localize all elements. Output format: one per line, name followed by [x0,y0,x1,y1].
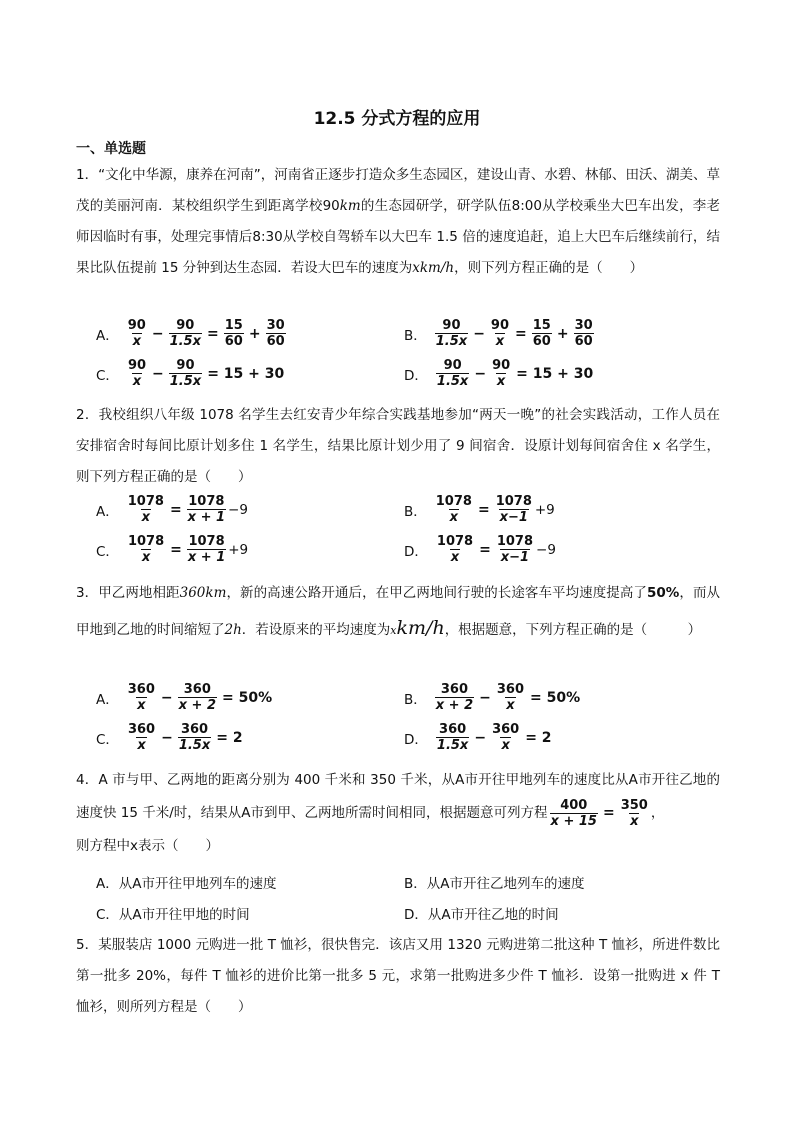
q3-hours: 2h [224,622,242,638]
operator: − [473,325,485,342]
q1-option-a[interactable] [96,318,288,349]
option-label: B． [404,327,427,344]
fraction: $\frac{360}{x}$ [127,682,155,713]
question-2: 2．我校组织八年级 1078 名学生去红安青少年综合实践基地参加“两天一晚”的社会实践活动，工作人员在安排宿舍时每间比原计划多住 1 名学生，结果比原计划少用了 9 间宿舍．设原计划每间宿舍住 x 名学生，则下列方程正确的是（ ） [76,407,720,485]
option-label: D． [404,543,428,560]
q1-speed-var: xkm/h [412,260,455,276]
equation-rhs: = 50% [222,689,273,706]
fraction: $\frac{90}{x}$ [490,318,510,349]
operator: − [161,729,173,746]
fraction: $\frac{90}{x}$ [127,318,146,349]
fraction: $\frac{1078}{x}$ [127,534,165,565]
q1-text: 1．“文化中华源，康养在河南”，河南省正逐步打造众多生态园区，建设山青、水碧、林郁、田沃、湖美、草茂的美丽河南．某校组织学生到距离学校 [76,167,720,214]
fraction: $\frac{1078}{x-1}$ [496,534,534,565]
option-label: A． [96,327,119,344]
fraction: $\frac{90}{1.5x}$ [169,358,202,389]
fraction: $\frac{360}{x}$ [496,682,525,713]
option-label: A． [96,503,119,520]
option-label: C． [96,731,119,748]
q4-option-b[interactable]: B．从A市开往乙地列车的速度 [404,876,585,892]
q4-option-d[interactable]: D．从A市开往乙地的时间 [404,907,559,923]
q3-text-3: ，而从甲地到乙地的时间缩短了 [76,585,721,638]
fraction: $\frac{15}{60}$ [224,318,243,349]
fraction: $\frac{1078}{x + 1}$ [187,534,226,565]
fraction: $\frac{1078}{x}$ [436,534,474,565]
section-heading: 一、单选题 [76,141,146,157]
option-label: B． [404,503,427,520]
operator: + [248,325,261,342]
operator: = [515,325,527,342]
q3-option-b[interactable] [404,682,583,713]
q1-text-3: 从学校乘坐大巴车出发，李老师因临时有事，处理完事情后 [76,198,721,245]
operator: − [479,689,491,706]
fraction: $\frac{1078}{x-1}$ [495,494,532,525]
fraction: $\frac{90}{x}$ [127,358,147,389]
fraction: $\frac{350}{x}$ [620,797,648,829]
equation-tail: −9 [536,541,556,558]
q1-option-d[interactable] [404,358,596,389]
q4-option-a[interactable]: A．从A市开往甲地列车的速度 [96,876,277,892]
fraction: $\frac{400}{x + 15}$ [550,797,597,829]
operator: − [474,365,487,382]
q3-option-d[interactable] [404,722,555,753]
q1-option-c[interactable] [96,358,287,389]
fraction: $\frac{360}{x}$ [127,722,156,753]
q3-text-1: 3．甲乙两地相距 [76,585,180,601]
equation-rhs: = 2 [216,729,243,746]
fraction: $\frac{30}{60}$ [574,318,593,349]
fraction: $\frac{90}{1.5x}$ [436,358,469,389]
fraction: $\frac{30}{60}$ [266,318,285,349]
q2-option-b[interactable]: B． $\frac{1078}{x}$ = $\frac{1078}{x-1}$ +9 [404,494,555,525]
equation-rhs: = 15 + 30 [516,365,594,382]
operator: + [556,325,569,342]
equation-rhs: = 50% [530,689,581,706]
q3-text-2: ，新的高速公路开通后，在甲乙两地间行驶的长途客车平均速度提高了 [226,585,647,601]
fraction: $\frac{90}{1.5x}$ [169,318,201,349]
fraction: $\frac{1078}{x + 1}$ [187,494,226,525]
q3-option-c[interactable] [96,722,246,753]
equation-tail: −9 [228,501,248,518]
fraction: $\frac{15}{60}$ [532,318,551,349]
q3-option-a[interactable] [96,682,275,713]
operator: = [207,325,219,342]
q4-text-1: 4．A 市与甲、乙两地的距离分别为 400 千米和 350 千米，从A市开往甲地列车的速度比从A市开往乙地的速度快 15 千米/时，结果从A市到甲、乙两地所需时间相同，根据题意可列方程 [76,772,720,821]
option-label: D． [404,731,428,748]
option-label: C． [96,543,119,560]
q3-distance: 360km [179,585,227,601]
q3-speed-unit: km/h [396,617,445,639]
q4-option-c[interactable]: C．从A市开往甲地的时间 [96,907,250,923]
fraction: $\frac{360}{x}$ [492,722,520,753]
q2-option-a[interactable]: A． $\frac{1078}{x}$ = $\frac{1078}{x + 1}$ −9 [96,494,248,525]
fraction: $\frac{90}{x}$ [492,358,511,389]
operator: − [152,365,164,382]
fraction: $\frac{90}{1.5x}$ [435,318,468,349]
option-label: D． [404,367,428,384]
fraction: $\frac{1078}{x}$ [127,494,164,525]
question-1 [76,160,720,284]
operator: − [160,689,173,706]
q2-option-d[interactable]: D． $\frac{1078}{x}$ = $\frac{1078}{x-1}$ −9 [404,534,556,565]
equation-rhs: = 15 + 30 [207,365,285,382]
equation-tail: +9 [228,541,249,558]
question-3 [76,576,720,648]
q1-text-5: ，则下列方程正确的是（ ） [454,260,644,276]
option-label: C． [96,367,119,384]
page-title: 12.5 分式方程的应用 [313,109,481,129]
q4-text-3: 则方程中x表示（ ） [76,838,219,854]
equation-rhs: = 2 [525,729,552,746]
q3-x-var: x [390,624,397,637]
q1-option-b[interactable] [404,318,596,349]
equation-tail: +9 [534,501,555,518]
option-label: B． [404,691,427,708]
q3-text-4: ．若设原来的平均速度为 [241,622,391,638]
q3-text-5: ，根据题意，下列方程正确的是（ ） [444,622,702,638]
fraction: $\frac{360}{1.5x}$ [436,722,469,753]
q4-text-2: ， [650,805,665,821]
q1-unit: km [339,198,361,214]
fraction: $\frac{360}{1.5x}$ [178,722,211,753]
q2-option-c[interactable]: C． $\frac{1078}{x}$ = $\frac{1078}{x + 1}$ +9 [96,534,249,565]
q3-percent: 50% [646,585,680,601]
q1-time-2: 8:30 [252,229,283,245]
operator: − [151,325,164,342]
fraction: $\frac{360}{x + 2}$ [435,682,474,713]
q1-time-1: 8:00 [511,198,542,214]
option-label: A． [96,691,119,708]
q1-distance: 90 [322,198,340,214]
question-5: 5．某服装店 1000 元购进一批 T 恤衫，很快售完．该店又用 1320 元购进第二批这种 T 恤衫，所进件数比第一批多 20%，每件 T 恤衫的进价比第一批多 5 元，求第一批购进多少件 T 恤衫．设第一批购进 x 件 T 恤衫，则所列方程是（ ） [76,937,720,1015]
operator: − [474,729,487,746]
q1-text-2: 的生态园研学，研学队伍 [360,198,512,214]
q1-text-4: 从学校自驾轿车以大巴车 1.5 倍的速度追赶，追上大巴车后继续前行，结果比队伍提前 15 分钟到达生态园．若设大巴车的速度为 [76,229,720,276]
question-4: 4．A 市与甲、乙两地的距离分别为 400 千米和 350 千米，从A市开往甲地列车的速度比从A市开往乙地的速度快 15 千米/时，结果从A市到甲、乙两地所需时间相同，根据题意可列方程 $\frac{400}{x + 15}$ = $\frac{350}{x}$ ， 则方程中x表示（ ） [76,772,720,854]
fraction: $\frac{1078}{x}$ [435,494,472,525]
fraction: $\frac{360}{x + 2}$ [178,682,216,713]
